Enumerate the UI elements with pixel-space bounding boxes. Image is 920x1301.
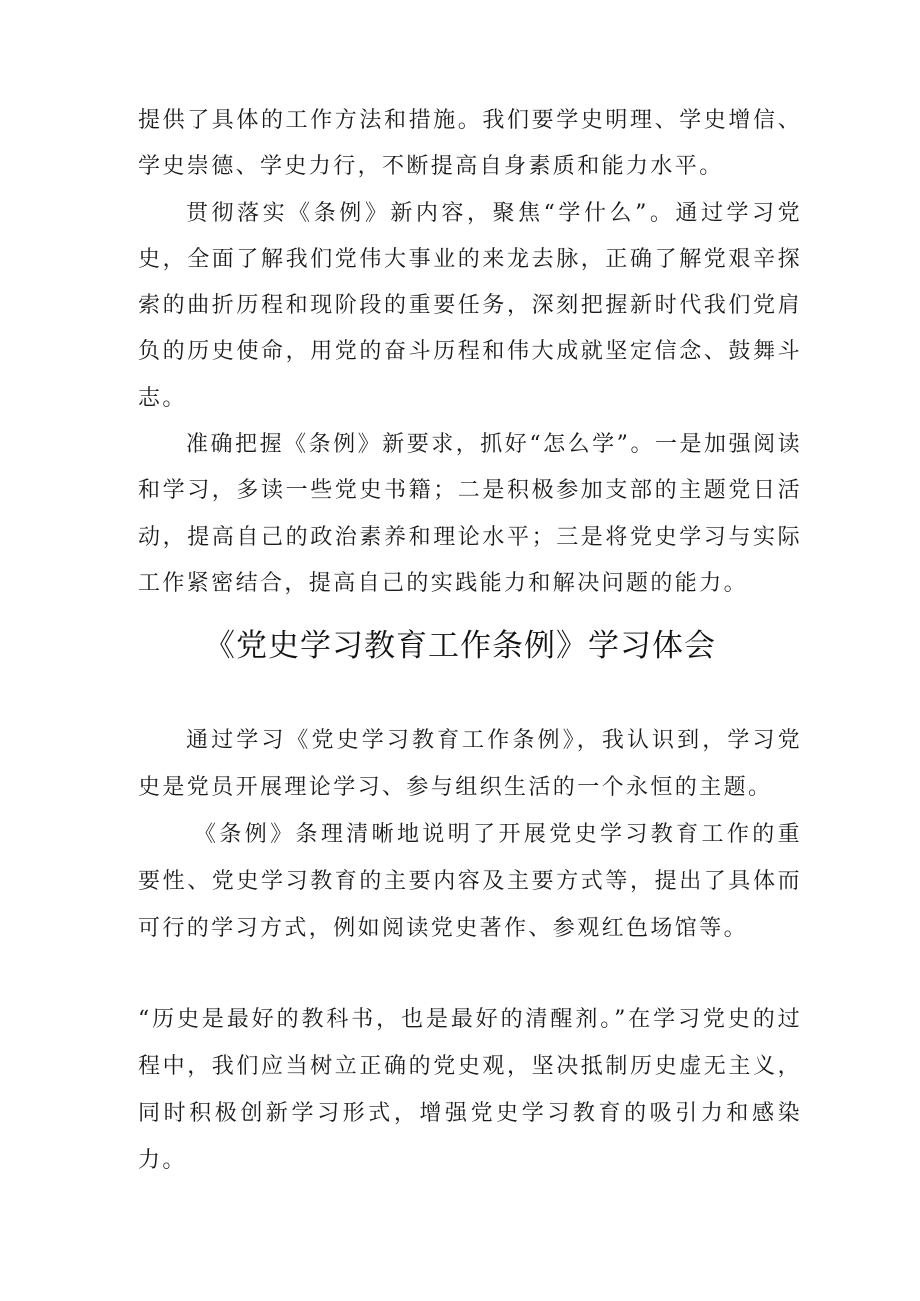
paragraph-regulation: 《条例》条理清晰地说明了开展党史学习教育工作的重要性、党史学习教育的主要内容及主要方式等，提出了具体而可行的学习方式，例如阅读党史著作、参观红色场馆等。 — [138, 822, 802, 941]
previous-article-tail — [138, 98, 802, 607]
paragraph-continuation: 提供了具体的工作方法和措施。我们要学史明理、学史增信、学史崇德、学史力行，不断提高自身素质和能力水平。 — [138, 108, 802, 180]
paragraph-what-to-learn: 贯彻落实《条例》新内容，聚焦“学什么”。通过学习党史，全面了解我们党伟大事业的来龙去脉，正确了解党艰辛探索的曲折历程和现阶段的重要任务，深刻把握新时代我们党肩负的历史使命，用党的奋斗历程和伟大成就坚定信念、鼓舞斗志。 — [138, 200, 802, 411]
article-body — [138, 717, 802, 1184]
article-title: 《党史学习教育工作条例》学习体会 — [204, 628, 716, 664]
paragraph-intro: 通过学习《党史学习教育工作条例》，我认识到，学习党史是党员开展理论学习、参与组织生活的一个永恒的主题。 — [138, 728, 802, 800]
paragraph-history-quote: “历史是最好的教科书，也是最好的清醒剂。”在学习党史的过程中，我们应当树立正确的党史观，坚决抵制历史虚无主义，同时积极创新学习形式，增强党史学习教育的吸引力和感染力。 — [138, 1007, 802, 1173]
paragraph-how-to-learn: 准确把握《条例》新要求，抓好“怎么学”。一是加强阅读和学习，多读一些党史书籍；二是积极参加支部的主题党日活动，提高自己的政治素养和理论水平；三是将党史学习与实际工作紧密结合，提高自己的实践能力和解决问题的能力。 — [138, 432, 802, 596]
